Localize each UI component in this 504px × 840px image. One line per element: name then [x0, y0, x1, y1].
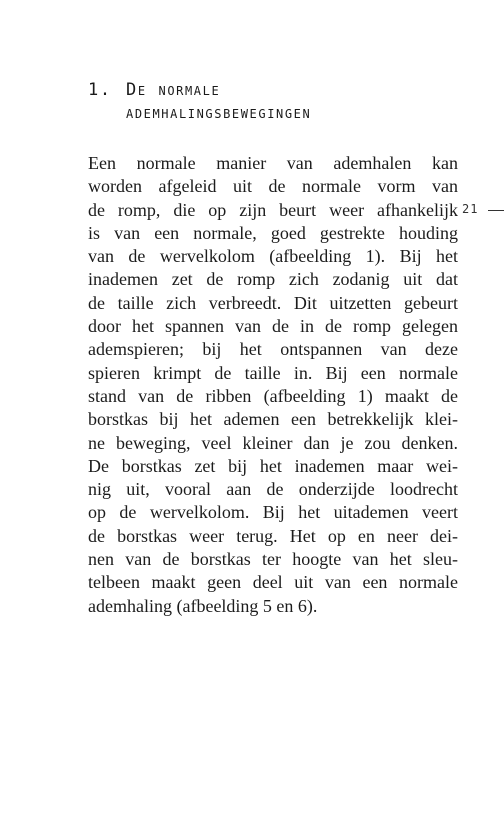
- page-number: 21: [462, 202, 479, 216]
- text-line: Een normale manier van ademhalen kan: [88, 153, 458, 173]
- text-line: de taille zich verbreedt. Dit uitzetten gebeurt: [88, 292, 458, 313]
- text-line: stand van de ribben (afbeelding 1) maakt de: [88, 385, 458, 406]
- text-line: de borstkas weer terug. Het op en neer dei-: [88, 525, 458, 546]
- text-line: van de wervelkolom (afbeelding 1). Bij het: [88, 246, 458, 267]
- text-line: ademhaling (afbeelding 5 en 6).: [88, 595, 318, 616]
- text-line: ne beweging, veel kleiner dan je zou denken.: [88, 432, 458, 453]
- section-title-line-1: De normale: [126, 80, 221, 100]
- text-line: spieren krimpt de taille in. Bij een normale: [88, 362, 458, 383]
- text-line: nen van de borstkas ter hoogte van het sleu-: [88, 549, 458, 570]
- text-line: nig uit, vooral aan de onderzijde loodrecht: [88, 479, 458, 500]
- section-number: 1.: [88, 80, 112, 100]
- section-title-line-2: ademhalingsbewegingen: [126, 103, 312, 123]
- text-line: ademspieren; bij het ontspannen van deze: [88, 339, 458, 360]
- text-line: telbeen maakt geen deel uit van een normale: [88, 572, 458, 593]
- text-line: inademen zet de romp zich zodanig uit dat: [88, 269, 458, 290]
- text-line: de romp, die op zijn beurt weer afhankelijk: [88, 199, 458, 220]
- text-line: is van een normale, goed gestrekte houding: [88, 222, 458, 243]
- text-line: worden afgeleid uit de normale vorm van: [88, 176, 458, 197]
- body-paragraph: [88, 152, 458, 618]
- text-line: De borstkas zet bij het inademen maar wei-: [88, 455, 458, 476]
- text-line: op de wervelkolom. Bij het uitademen veert: [88, 502, 458, 523]
- section-heading: [88, 78, 311, 125]
- text-line: door het spannen van de in de romp gelegen: [88, 316, 458, 337]
- text-line: borstkas bij het ademen een betrekkelijk klei-: [88, 409, 458, 430]
- page-marker-dash: [488, 210, 504, 211]
